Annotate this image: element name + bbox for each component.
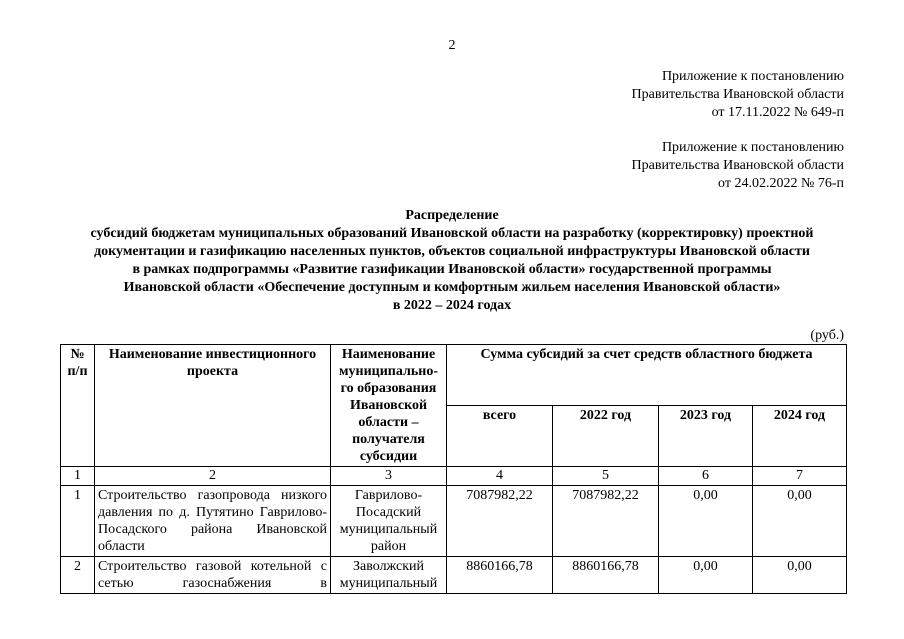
header-row-1 [61, 345, 847, 406]
appendix-1-line-1: Приложение к постановлению [661, 69, 844, 84]
title-line-4: в рамках подпрограммы «Развитие газификации Ивановской области» государственной программы [132, 262, 772, 277]
column-number: 2 [95, 467, 331, 486]
table-row [61, 486, 847, 557]
title-line-1: Распределение [405, 208, 499, 223]
row-project: Строительство газовой котельной с сетью газоснабжения в [95, 557, 331, 594]
column-number: 6 [659, 467, 753, 486]
appendix-2-line-2: Правительства Ивановской области [631, 158, 844, 173]
header-total: всего [447, 406, 553, 467]
row-2024: 0,00 [753, 486, 847, 557]
header-2023: 2023 год [659, 406, 753, 467]
column-number-row [61, 467, 847, 486]
header-municipality: Наименование муниципально-го образования Ивановской области – получателя субсидии [331, 345, 447, 467]
page-number: 2 [448, 38, 456, 53]
row-municipality: Заволжский муниципальный [331, 557, 447, 594]
row-municipality: Гаврилово-Посадский муниципальный район [331, 486, 447, 557]
appendix-note-2 [632, 139, 844, 193]
appendix-1-line-2: Правительства Ивановской области [631, 87, 844, 102]
title-line-3: документации и газификацию населенных пунктов, объектов социальной инфраструктуры Ивановской области [94, 244, 810, 259]
row-num: 2 [61, 557, 95, 594]
column-number: 5 [553, 467, 659, 486]
row-2022: 7087982,22 [553, 486, 659, 557]
header-project: Наименование инвестиционного проекта [95, 345, 331, 467]
table-row [61, 557, 847, 594]
header-2024: 2024 год [753, 406, 847, 467]
title-line-6: в 2022 – 2024 годах [392, 298, 512, 313]
row-num: 1 [61, 486, 95, 557]
document-title [40, 207, 864, 315]
appendix-2-line-1: Приложение к постановлению [661, 140, 844, 155]
header-num: № п/п [61, 345, 95, 467]
appendix-note-1 [632, 68, 844, 122]
row-2022: 8860166,78 [553, 557, 659, 594]
row-2023: 0,00 [659, 557, 753, 594]
row-2024: 0,00 [753, 557, 847, 594]
column-number: 4 [447, 467, 553, 486]
row-total: 7087982,22 [447, 486, 553, 557]
header-2022: 2022 год [553, 406, 659, 467]
title-line-2: субсидий бюджетам муниципальных образований Ивановской области на разработку (корректировку) проектной [90, 226, 814, 241]
title-line-5: Ивановской области «Обеспечение доступным и комфортным жильем населения Ивановской области» [123, 280, 781, 295]
column-number: 7 [753, 467, 847, 486]
column-number: 3 [331, 467, 447, 486]
row-2023: 0,00 [659, 486, 753, 557]
header-sum-group: Сумма субсидий за счет средств областного бюджета [447, 345, 847, 406]
column-number: 1 [61, 467, 95, 486]
subsidy-table [60, 344, 847, 594]
appendix-2-line-3: от 24.02.2022 № 76-п [718, 176, 844, 191]
appendix-1-line-3: от 17.11.2022 № 649-п [711, 105, 844, 120]
currency-unit: (руб.) [810, 328, 844, 343]
row-total: 8860166,78 [447, 557, 553, 594]
row-project: Строительство газопровода низкого давления по д. Путятино Гаврилово-Посадского района Ивановской области [95, 486, 331, 557]
